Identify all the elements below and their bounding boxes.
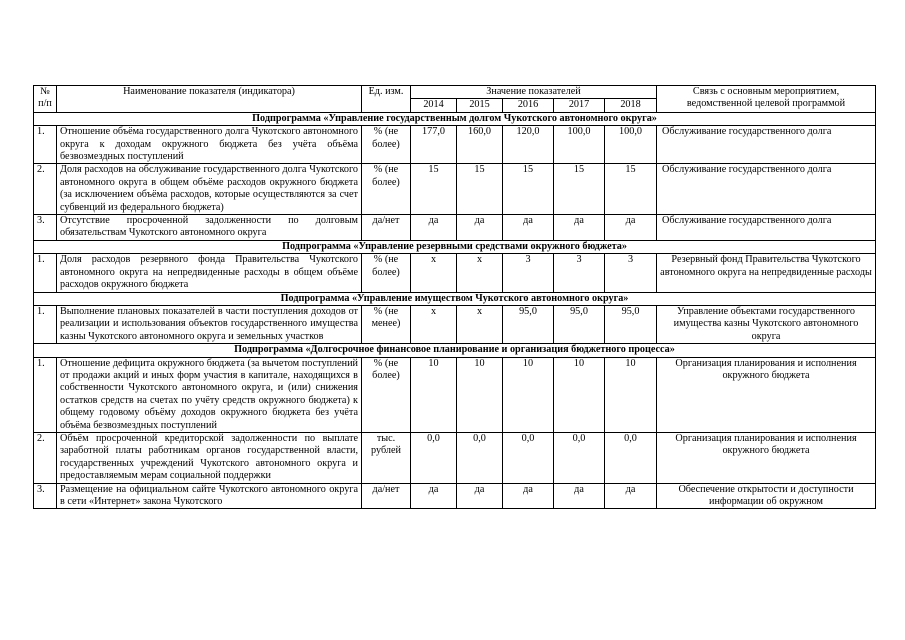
subprogram-title: Подпрограмма «Управление резервными средствами окружного бюджета» bbox=[34, 240, 876, 253]
value-cell: 0,0 bbox=[503, 432, 554, 483]
row-number: 3. bbox=[34, 483, 57, 509]
program-link: Обслуживание государственного долга bbox=[657, 126, 876, 164]
value-cell: 15 bbox=[411, 164, 457, 215]
table-row bbox=[34, 432, 876, 483]
value-cell: 100,0 bbox=[554, 126, 605, 164]
indicator-name: Размещение на официальном сайте Чукотского автономного округа в сети «Интернет» закона Чукотского bbox=[57, 483, 362, 509]
program-link: Организация планирования и исполнения окружного бюджета bbox=[657, 357, 876, 432]
value-cell: 15 bbox=[457, 164, 503, 215]
value-cell: 0,0 bbox=[457, 432, 503, 483]
value-cell: да bbox=[411, 215, 457, 241]
indicators-document bbox=[33, 85, 875, 509]
value-cell: 100,0 bbox=[605, 126, 657, 164]
value-cell: да bbox=[457, 483, 503, 509]
value-cell: 0,0 bbox=[605, 432, 657, 483]
value-cell: да bbox=[554, 483, 605, 509]
indicator-name: Отношение дефицита окружного бюджета (за вычетом поступлений от продажи акций и иных форм участия в капитале, находящихся в собственности Чукотского автономного округа, и (или) снижения остатков средств на счетах по учёту средств окружного бюджета) к общему годовому объёму доходов окружного бюджета без учёта объёма безвозмездных поступлений bbox=[57, 357, 362, 432]
row-number: 1. bbox=[34, 357, 57, 432]
subprogram-title: Подпрограмма «Управление государственным долгом Чукотского автономного округа» bbox=[34, 112, 876, 125]
value-cell: 10 bbox=[503, 357, 554, 432]
row-number: 2. bbox=[34, 432, 57, 483]
table-header bbox=[34, 86, 876, 113]
value-cell: 3 bbox=[605, 254, 657, 292]
header-link: Связь с основным мероприятием, ведомственной целевой программой bbox=[657, 86, 876, 113]
value-cell: 15 bbox=[503, 164, 554, 215]
table-body bbox=[34, 112, 876, 509]
indicator-name: Отношение объёма государственного долга Чукотского автономного округа к доходам окружного бюджета без учёта объёма безвозмездных поступлений bbox=[57, 126, 362, 164]
header-unit: Ед. изм. bbox=[362, 86, 411, 113]
value-cell: 0,0 bbox=[554, 432, 605, 483]
program-link: Обслуживание государственного долга bbox=[657, 164, 876, 215]
unit-cell: % (не менее) bbox=[362, 305, 411, 343]
value-cell: 10 bbox=[554, 357, 605, 432]
indicator-name: Доля расходов на обслуживание государственного долга Чукотского автономного округа в общем объёме расходов окружного бюджета (за исключением объёма расходов, которые осуществляются за счет субвенций из федерального бюджета) bbox=[57, 164, 362, 215]
value-cell: да bbox=[411, 483, 457, 509]
row-number: 1. bbox=[34, 305, 57, 343]
value-cell: да bbox=[605, 215, 657, 241]
unit-cell: % (не более) bbox=[362, 357, 411, 432]
subprogram-title: Подпрограмма «Долгосрочное финансовое планирование и организация бюджетного процесса» bbox=[34, 344, 876, 357]
value-cell: 0,0 bbox=[411, 432, 457, 483]
indicators-table bbox=[33, 85, 876, 509]
unit-cell: % (не более) bbox=[362, 254, 411, 292]
indicator-name: Отсутствие просроченной задолженности по долговым обязательствам Чукотского автономного округа bbox=[57, 215, 362, 241]
indicator-name: Выполнение плановых показателей в части поступления доходов от реализации и использования объектов государственного имущества казны Чукотского автономного округа и земельных участков bbox=[57, 305, 362, 343]
unit-cell: % (не более) bbox=[362, 126, 411, 164]
table-row bbox=[34, 164, 876, 215]
program-link: Управление объектами государственного имущества казны Чукотского автономного округа bbox=[657, 305, 876, 343]
value-cell: 10 bbox=[605, 357, 657, 432]
header-year: 2015 bbox=[457, 99, 503, 112]
header-year: 2016 bbox=[503, 99, 554, 112]
row-number: 3. bbox=[34, 215, 57, 241]
value-cell: 120,0 bbox=[503, 126, 554, 164]
header-year: 2017 bbox=[554, 99, 605, 112]
subprogram-title: Подпрограмма «Управление имуществом Чукотского автономного округа» bbox=[34, 292, 876, 305]
value-cell: х bbox=[411, 254, 457, 292]
row-number: 1. bbox=[34, 254, 57, 292]
unit-cell: да/нет bbox=[362, 215, 411, 241]
value-cell: да bbox=[503, 483, 554, 509]
value-cell: да bbox=[605, 483, 657, 509]
value-cell: 15 bbox=[554, 164, 605, 215]
table-row bbox=[34, 215, 876, 241]
subprogram-row bbox=[34, 240, 876, 253]
subprogram-row bbox=[34, 344, 876, 357]
unit-cell: % (не более) bbox=[362, 164, 411, 215]
value-cell: 3 bbox=[503, 254, 554, 292]
value-cell: 95,0 bbox=[554, 305, 605, 343]
value-cell: да bbox=[457, 215, 503, 241]
program-link: Обеспечение открытости и доступности информации об окружном bbox=[657, 483, 876, 509]
table-row bbox=[34, 126, 876, 164]
table-row bbox=[34, 483, 876, 509]
value-cell: да bbox=[554, 215, 605, 241]
table-row bbox=[34, 357, 876, 432]
value-cell: 15 bbox=[605, 164, 657, 215]
program-link: Резервный фонд Правительства Чукотского автономного округа на непредвиденные расходы bbox=[657, 254, 876, 292]
row-number: 2. bbox=[34, 164, 57, 215]
subprogram-row bbox=[34, 292, 876, 305]
value-cell: х bbox=[411, 305, 457, 343]
unit-cell: да/нет bbox=[362, 483, 411, 509]
row-number: 1. bbox=[34, 126, 57, 164]
subprogram-row bbox=[34, 112, 876, 125]
table-row bbox=[34, 254, 876, 292]
header-year: 2018 bbox=[605, 99, 657, 112]
header-name: Наименование показателя (индикатора) bbox=[57, 86, 362, 113]
value-cell: да bbox=[503, 215, 554, 241]
value-cell: 95,0 bbox=[605, 305, 657, 343]
header-values: Значение показателей bbox=[411, 86, 657, 99]
table-row bbox=[34, 305, 876, 343]
value-cell: 10 bbox=[411, 357, 457, 432]
header-num: № п/п bbox=[34, 86, 57, 113]
value-cell: 95,0 bbox=[503, 305, 554, 343]
value-cell: 160,0 bbox=[457, 126, 503, 164]
value-cell: х bbox=[457, 305, 503, 343]
value-cell: 3 bbox=[554, 254, 605, 292]
indicator-name: Объём просроченной кредиторской задолженности по выплате заработной платы работникам органов государственной власти, государственных учреждений Чукотского автономного округа и предоставляемым мерам социальной поддержки bbox=[57, 432, 362, 483]
value-cell: 177,0 bbox=[411, 126, 457, 164]
value-cell: х bbox=[457, 254, 503, 292]
program-link: Организация планирования и исполнения окружного бюджета bbox=[657, 432, 876, 483]
unit-cell: тыс. рублей bbox=[362, 432, 411, 483]
indicator-name: Доля расходов резервного фонда Правительства Чукотского автономного округа на непредвиденные расходы в общем объёме расходов окружного бюджета bbox=[57, 254, 362, 292]
header-year: 2014 bbox=[411, 99, 457, 112]
value-cell: 10 bbox=[457, 357, 503, 432]
program-link: Обслуживание государственного долга bbox=[657, 215, 876, 241]
